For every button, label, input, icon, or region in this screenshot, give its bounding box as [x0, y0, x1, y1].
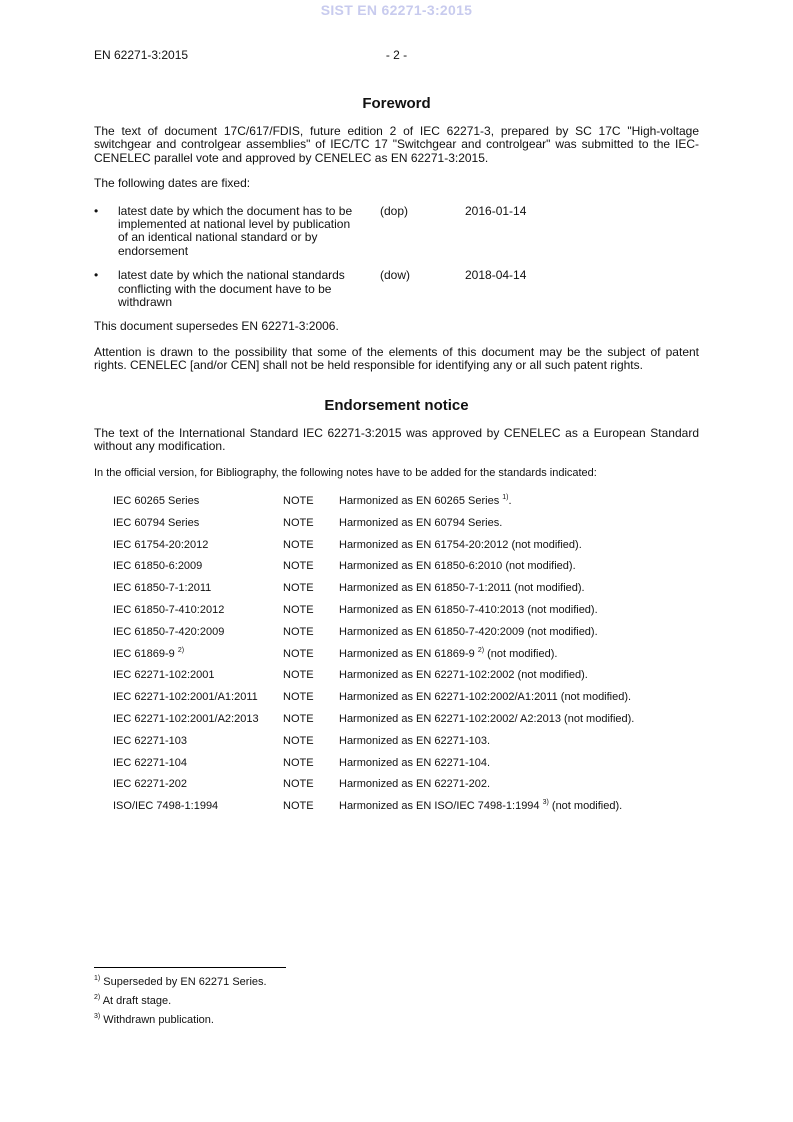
- footnote: [94, 973, 267, 992]
- footnote-text: Superseded by EN 62271 Series.: [103, 976, 267, 988]
- standard-id: IEC 62271-102:2001: [113, 669, 215, 682]
- date-item-date: 2018-04-14: [465, 268, 527, 283]
- note-label: NOTE: [283, 495, 314, 508]
- date-item-code: (dow): [380, 268, 411, 283]
- standard-cell: [113, 687, 283, 709]
- foreword-paragraph: The text of document 17C/617/FDIS, future edition 2 of IEC 62271-3, prepared by SC 17C "High-voltage switchgear and controlgear assemblies" of IEC/TC 17 "Switchgear and controlgear" was submitted to the IEC-CENELEC parallel vote and approved by CENELEC as EN 62271-3:2015.: [94, 124, 699, 165]
- standard-cell: [113, 709, 283, 731]
- table-row: [113, 556, 634, 578]
- bibliography-notes-table: [113, 491, 634, 818]
- standard-id: ISO/IEC 7498-1:1994: [113, 800, 219, 813]
- standard-cell: [113, 774, 283, 796]
- standard-id: IEC 62271-103: [113, 734, 187, 747]
- standard-cell: [113, 622, 283, 644]
- harmonized-text: Harmonized as EN ISO/IEC 7498-1:1994: [339, 800, 540, 813]
- harmonized-cell: [339, 774, 634, 796]
- note-label: NOTE: [283, 625, 314, 638]
- footnote-ref: 2): [477, 646, 485, 654]
- standard-cell: [113, 731, 283, 753]
- standard-cell: [113, 752, 283, 774]
- date-item-code: (dop): [380, 203, 409, 218]
- table-row: [113, 600, 634, 622]
- supersedes-text: This document supersedes EN 62271-3:2006.: [94, 319, 339, 334]
- table-row: [113, 491, 634, 513]
- notes-intro: In the official version, for Bibliography, the following notes have to be added for the standards indicated:: [94, 466, 597, 479]
- header-page-number: - 2 -: [385, 48, 408, 62]
- dates-intro: The following dates are fixed:: [94, 176, 251, 191]
- date-item-date: 2016-01-14: [465, 203, 527, 218]
- table-row: [113, 709, 634, 731]
- table-row: [113, 687, 634, 709]
- table-row: [113, 665, 634, 687]
- footnotes: [94, 973, 267, 1030]
- harmonized-cell: [339, 600, 634, 622]
- standard-cell: [113, 665, 283, 687]
- table-row: [113, 513, 634, 535]
- standard-id: IEC 61850-6:2009: [113, 560, 203, 573]
- standard-id: IEC 60265 Series: [113, 495, 200, 508]
- standard-id: IEC 61850-7-1:2011: [113, 582, 212, 595]
- footnote-text: At draft stage.: [102, 995, 172, 1007]
- standard-id: IEC 62271-202: [113, 778, 187, 791]
- footnote-divider: [94, 967, 286, 968]
- table-row: [113, 731, 634, 753]
- note-label: NOTE: [283, 691, 314, 704]
- footnote: [94, 1011, 267, 1030]
- harmonized-text: Harmonized as EN 61850-7-1:2011 (not modified).: [339, 582, 585, 595]
- standard-cell: [113, 491, 283, 513]
- note-label: NOTE: [283, 669, 314, 682]
- harmonized-text: Harmonized as EN 61850-7-410:2013 (not modified).: [339, 604, 598, 617]
- note-label: NOTE: [283, 582, 314, 595]
- harmonized-text: Harmonized as EN 60794 Series.: [339, 516, 503, 529]
- harmonized-cell: [339, 665, 634, 687]
- patent-attention-text: Attention is drawn to the possibility that some of the elements of this document may be the subject of patent rights. CENELEC [and/or CEN] shall not be held responsible for identifying any or all such patent rights.: [94, 344, 699, 373]
- date-item-text: latest date by which the national standards conflicting with the document have to be withdrawn: [118, 268, 345, 310]
- table-row: [113, 578, 634, 600]
- table-row: [113, 622, 634, 644]
- standard-id: IEC 61850-7-420:2009: [113, 625, 225, 638]
- dates-list: [94, 205, 699, 310]
- note-label: NOTE: [283, 538, 314, 551]
- endorsement-paragraph: The text of the International Standard IEC 62271-3:2015 was approved by CENELEC as a European Standard without any modification.: [94, 425, 699, 454]
- standard-id: IEC 62271-102:2001/A2:2013: [113, 713, 259, 726]
- bullet-icon: •: [94, 268, 99, 283]
- harmonized-cell: [339, 622, 634, 644]
- harmonized-cell: [339, 535, 634, 557]
- standard-id: IEC 62271-102:2001/A1:2011: [113, 691, 258, 704]
- harmonized-text: Harmonized as EN 62271-102:2002/ A2:2013 (not modified).: [339, 713, 635, 726]
- note-label: NOTE: [283, 756, 314, 769]
- footnote-mark: 1): [94, 975, 101, 982]
- harmonized-text-suffix: .: [508, 495, 512, 508]
- standard-cell: [113, 556, 283, 578]
- harmonized-text-suffix: (not modified).: [548, 800, 623, 813]
- page-content: [94, 95, 699, 818]
- note-label: NOTE: [283, 516, 314, 529]
- footnote-ref: 1): [502, 494, 509, 502]
- standard-id: IEC 62271-104: [113, 756, 187, 769]
- harmonized-text: Harmonized as EN 62271-102:2002/A1:2011 (not modified).: [339, 691, 632, 704]
- note-label: NOTE: [283, 800, 314, 813]
- date-item: [94, 205, 699, 259]
- footnote-mark: 3): [94, 1013, 101, 1020]
- table-row: [113, 643, 634, 665]
- harmonized-text: Harmonized as EN 62271-104.: [339, 756, 491, 769]
- header-doc-id: EN 62271-3:2015: [94, 48, 189, 62]
- standard-cell: [113, 796, 283, 818]
- harmonized-text: Harmonized as EN 62271-102:2002 (not modified).: [339, 669, 588, 682]
- note-label: NOTE: [283, 604, 314, 617]
- harmonized-cell: [339, 687, 634, 709]
- foreword-title: Foreword: [362, 95, 431, 112]
- standard-id: IEC 61869-9: [113, 647, 175, 660]
- harmonized-text: Harmonized as EN 62271-202.: [339, 778, 491, 791]
- standard-cell: [113, 643, 283, 665]
- table-row: [113, 774, 634, 796]
- harmonized-text: Harmonized as EN 61850-6:2010 (not modified).: [339, 560, 576, 573]
- harmonized-text: Harmonized as EN 62271-103.: [339, 734, 491, 747]
- standard-id: IEC 61850-7-410:2012: [113, 604, 225, 617]
- harmonized-text-suffix: (not modified).: [484, 647, 558, 660]
- standard-id: IEC 60794 Series: [113, 516, 200, 529]
- harmonized-text: Harmonized as EN 61850-7-420:2009 (not modified).: [339, 625, 598, 638]
- footnote-mark: 2): [94, 994, 101, 1001]
- standard-id: IEC 61754-20:2012: [113, 538, 209, 551]
- harmonized-cell: [339, 796, 634, 818]
- harmonized-cell: [339, 709, 634, 731]
- footnote-ref: 2): [177, 646, 185, 654]
- note-label: NOTE: [283, 647, 314, 660]
- note-label: NOTE: [283, 713, 314, 726]
- harmonized-text: Harmonized as EN 61869-9: [339, 647, 475, 660]
- harmonized-cell: [339, 513, 634, 535]
- date-item: [94, 269, 699, 309]
- standard-cell: [113, 578, 283, 600]
- note-label: NOTE: [283, 734, 314, 747]
- watermark: SIST EN 62271-3:2015: [320, 2, 473, 18]
- harmonized-cell: [339, 643, 634, 665]
- standard-cell: [113, 600, 283, 622]
- table-row: [113, 796, 634, 818]
- date-item-text: latest date by which the document has to be implemented at national level by publication of an identical national standard or by endorsement: [118, 203, 353, 258]
- harmonized-text: Harmonized as EN 61754-20:2012 (not modified).: [339, 538, 582, 551]
- table-row: [113, 752, 634, 774]
- harmonized-cell: [339, 491, 634, 513]
- footnote: [94, 992, 267, 1011]
- note-label: NOTE: [283, 778, 314, 791]
- harmonized-cell: [339, 752, 634, 774]
- harmonized-cell: [339, 731, 634, 753]
- standard-cell: [113, 535, 283, 557]
- standard-cell: [113, 513, 283, 535]
- bullet-icon: •: [94, 203, 99, 218]
- footnote-text: Withdrawn publication.: [103, 1014, 214, 1026]
- table-row: [113, 535, 634, 557]
- harmonized-text: Harmonized as EN 60265 Series: [339, 495, 500, 508]
- harmonized-cell: [339, 556, 634, 578]
- harmonized-cell: [339, 578, 634, 600]
- footnote-ref: 3): [542, 799, 549, 807]
- endorsement-title: Endorsement notice: [324, 396, 469, 414]
- note-label: NOTE: [283, 560, 314, 573]
